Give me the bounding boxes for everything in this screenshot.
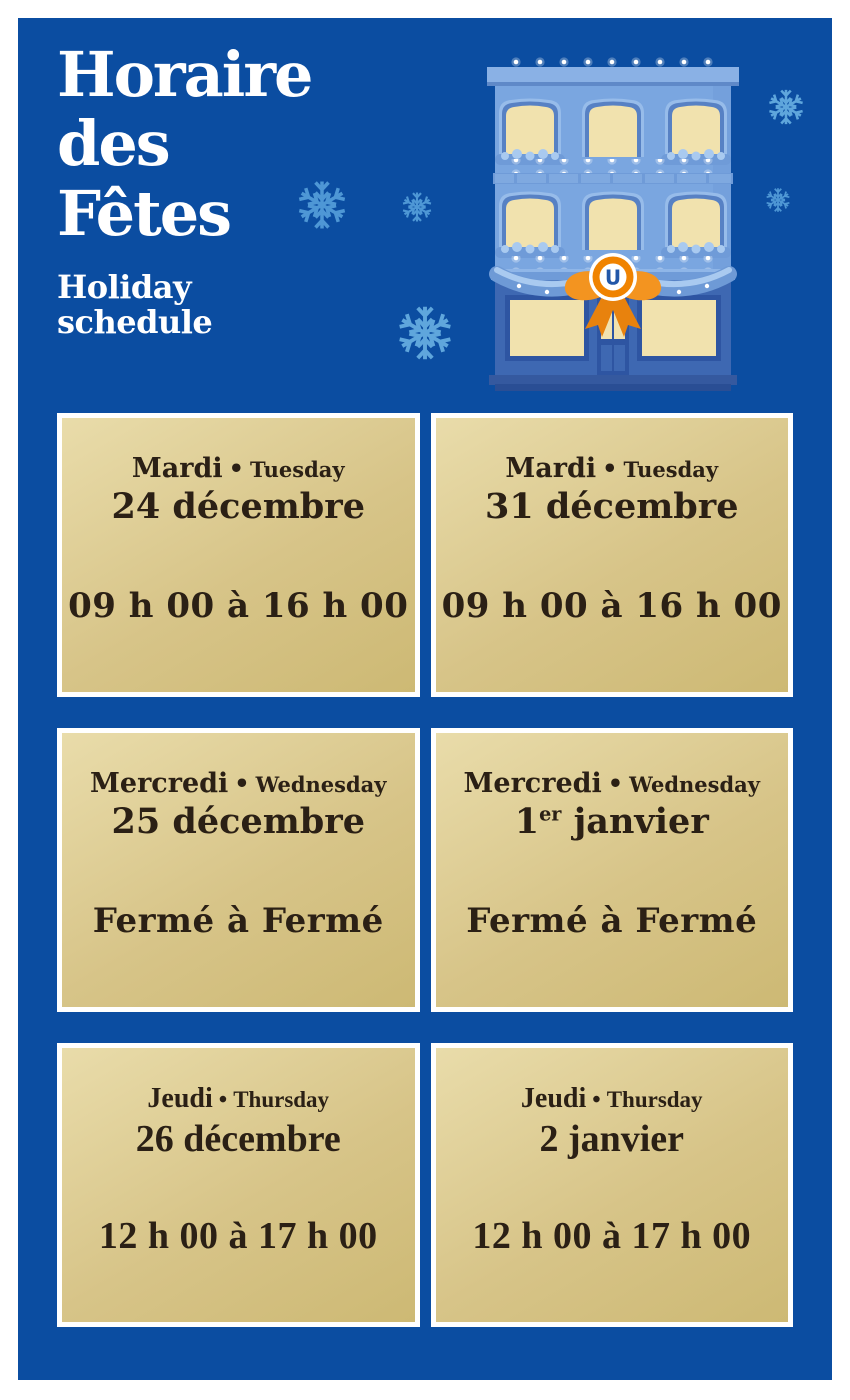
title-line-2: des xyxy=(57,107,169,181)
card-day xyxy=(436,1084,789,1115)
date-text: 24 décembre xyxy=(111,485,365,527)
card-hours: Fermé à Fermé xyxy=(92,900,384,941)
date-text: 2 janvier xyxy=(539,1117,685,1160)
title-line-1: Horaire xyxy=(57,38,312,111)
day-en: Thursday xyxy=(606,1087,703,1112)
schedule-card-dec31 xyxy=(431,413,794,697)
schedule-card-dec26 xyxy=(57,1043,420,1327)
day-fr: Mercredi xyxy=(463,768,602,799)
day-fr: Mardi xyxy=(131,453,223,484)
snowflake-icon xyxy=(296,179,348,231)
bullet-separator: • xyxy=(592,1087,601,1113)
card-hours: 09 h 00 à 16 h 00 xyxy=(68,585,409,626)
day-en: Wednesday xyxy=(629,772,760,797)
page-title xyxy=(57,40,311,248)
card-date xyxy=(436,801,789,843)
schedule-grid xyxy=(57,413,793,1327)
card-day xyxy=(436,454,789,484)
card-hours: 09 h 00 à 16 h 00 xyxy=(441,585,782,626)
day-fr: Jeudi xyxy=(147,1083,213,1114)
card-date xyxy=(62,801,415,843)
subtitle-line-2: schedule xyxy=(57,303,213,342)
bullet-separator: • xyxy=(607,769,624,798)
card-date xyxy=(436,486,789,528)
schedule-card-dec24 xyxy=(57,413,420,697)
date-text: 25 décembre xyxy=(111,800,365,842)
card-date xyxy=(62,1117,415,1163)
date-text: 31 décembre xyxy=(485,485,739,527)
subtitle-line-1: Holiday xyxy=(57,268,192,306)
snowflake-icon xyxy=(767,88,805,126)
date-text: 1 xyxy=(514,800,540,842)
bullet-separator: • xyxy=(218,1087,228,1113)
day-en: Tuesday xyxy=(249,457,345,482)
card-hours: Fermé à Fermé xyxy=(466,900,758,941)
card-day xyxy=(62,1084,415,1115)
card-date xyxy=(62,486,415,528)
snowflake-icon xyxy=(396,304,454,362)
bullet-separator: • xyxy=(602,454,618,483)
holiday-poster xyxy=(18,18,832,1380)
page-subtitle xyxy=(57,270,212,340)
day-fr: Jeudi xyxy=(520,1083,587,1114)
snowflake-icon xyxy=(401,191,433,223)
title-line-3: Fêtes xyxy=(57,176,231,250)
schedule-card-dec25 xyxy=(57,728,420,1012)
storefront-illustration xyxy=(485,55,741,391)
card-hours: 12 h 00 à 17 h 00 xyxy=(472,1215,752,1258)
card-hours: 12 h 00 à 17 h 00 xyxy=(98,1215,378,1258)
day-fr: Mercredi xyxy=(90,768,229,799)
bullet-separator: • xyxy=(234,769,250,798)
snowflake-icon xyxy=(765,187,791,213)
day-en: Thursday xyxy=(233,1087,330,1112)
schedule-card-jan1 xyxy=(431,728,794,1012)
schedule-card-jan2 xyxy=(431,1043,794,1327)
bullet-separator: • xyxy=(228,454,244,483)
date-text: 26 décembre xyxy=(135,1117,341,1160)
day-en: Wednesday xyxy=(255,772,387,797)
date-superscript: er xyxy=(539,802,562,826)
day-en: Tuesday xyxy=(623,457,719,482)
card-day xyxy=(62,769,415,799)
card-day xyxy=(436,769,789,799)
date-rest: janvier xyxy=(561,800,709,842)
card-date xyxy=(436,1117,789,1163)
day-fr: Mardi xyxy=(505,453,597,484)
u-logo-letter: U xyxy=(604,265,622,290)
card-day xyxy=(62,454,415,484)
